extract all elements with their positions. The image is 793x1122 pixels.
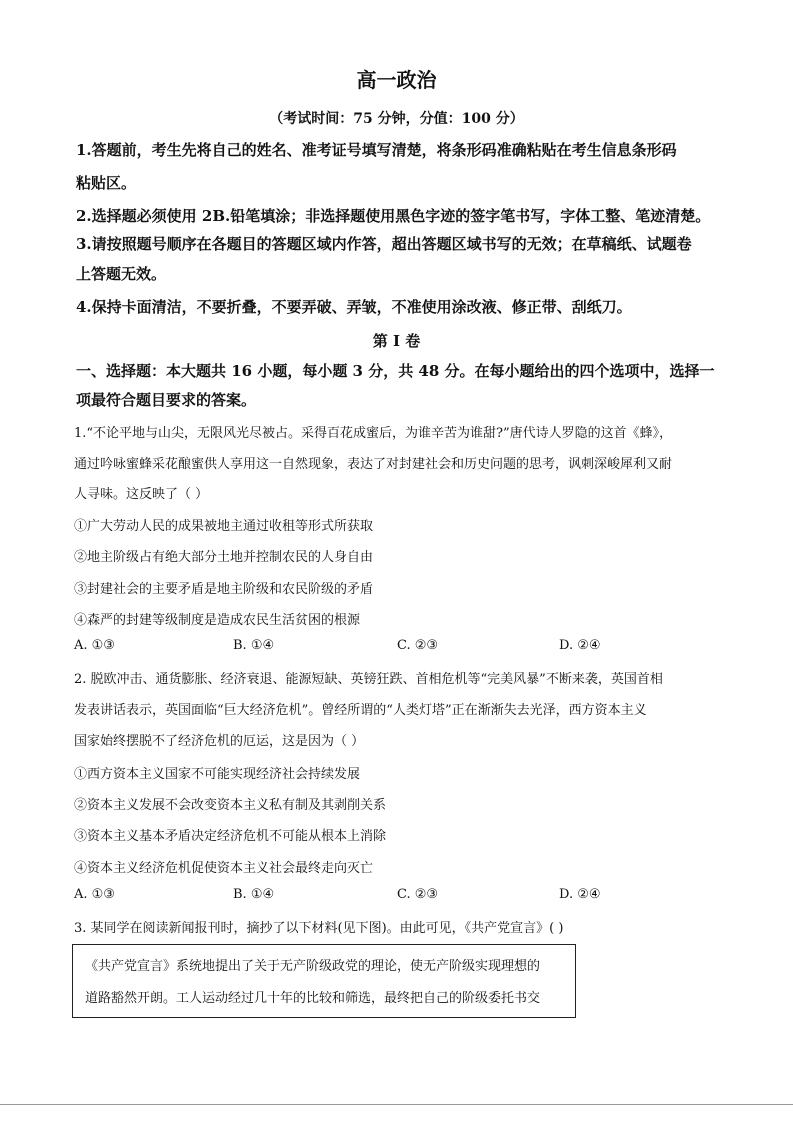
section-title: 第 I 卷 <box>372 332 421 350</box>
question-1-stem: 1.“不论平地与山尖，无限风光尽被占。采得百花成蜜后，为谁辛苦为谁甜?”唐代诗人罗隐的这首《蜂》， <box>74 426 673 441</box>
question-2-option: ④资本主义经济危机促使资本主义社会最终走向灭亡 <box>74 861 374 876</box>
question-1-choice-a: A. ①③ <box>74 638 115 653</box>
question-1-choice-b: B. ①④ <box>233 638 275 653</box>
question-2-option: ①西方资本主义国家不可能实现经济社会持续发展 <box>74 767 361 782</box>
material-quote-line: 《共产党宣言》系统地提出了关于无产阶级政党的理论，使无产阶级实现理想的 <box>85 959 541 974</box>
question-2-option: ②资本主义发展不会改变资本主义私有制及其剥削关系 <box>74 798 387 813</box>
question-1-option: ①广大劳动人民的成果被地主通过收租等形式所获取 <box>74 519 374 534</box>
page-bottom-rule <box>0 1104 793 1105</box>
part-heading: 一、选择题：本大题共 16 小题，每小题 3 分，共 48 分。在每小题给出的四个选项中，选择一 <box>76 362 715 380</box>
question-2-choice-c: C. ②③ <box>397 887 439 902</box>
instruction-line: 3.请按照题号顺序在各题目的答题区域内作答，超出答题区域书写的无效；在草稿纸、试题卷 <box>76 235 692 253</box>
question-1-choice-c: C. ②③ <box>397 638 439 653</box>
page-title: 高一政治 <box>356 68 437 92</box>
instruction-line: 粘贴区。 <box>76 174 137 192</box>
question-2-choice-b: B. ①④ <box>233 887 275 902</box>
instruction-line: 上答题无效。 <box>76 265 167 283</box>
question-1-option: ④森严的封建等级制度是造成农民生活贫困的根源 <box>74 613 361 628</box>
instruction-line: 2.选择题必须使用 2B.铅笔填涂；非选择题使用黑色字迹的签字笔书写，字体工整、笔迹清楚。 <box>76 207 711 225</box>
question-3-stem: 3. 某同学在阅读新闻报刊时，摘抄了以下材料(见下图)。由此可见，《共产党宣言》( ) <box>74 921 564 936</box>
material-quote-line: 道路豁然开朗。工人运动经过几十年的比较和筛选，最终把自己的阶级委托书交 <box>85 991 541 1006</box>
part-heading: 项最符合题目要求的答案。 <box>76 391 257 409</box>
question-2-choice-a: A. ①③ <box>74 887 115 902</box>
instruction-line: 1.答题前，考生先将自己的姓名、准考证号填写清楚，将条形码准确粘贴在考生信息条形码 <box>76 141 677 159</box>
question-1-stem: 通过吟咏蜜蜂采花酿蜜供人享用这一自然现象，表达了对封建社会和历史问题的思考，讽刺深峻犀利又耐 <box>74 457 673 472</box>
exam-info: （考试时间：75 分钟，分值：100 分） <box>269 111 524 127</box>
question-1-option: ②地主阶级占有绝大部分土地并控制农民的人身自由 <box>74 550 374 565</box>
instruction-line: 4.保持卡面清洁，不要折叠，不要弄破、弄皱，不准使用涂改液、修正带、刮纸刀。 <box>76 298 632 316</box>
question-1-option: ③封建社会的主要矛盾是地主阶级和农民阶级的矛盾 <box>74 582 374 597</box>
question-2-option: ③资本主义基本矛盾决定经济危机不可能从根本上消除 <box>74 829 387 844</box>
question-2-stem: 国家始终摆脱不了经济危机的厄运，这是因为（ ） <box>74 734 365 749</box>
question-2-stem: 发表讲话表示，英国面临“巨大经济危机”。曾经所谓的“人类灯塔”正在渐渐失去光泽，西方资本主义 <box>74 703 647 718</box>
question-1-stem: 人寻味。这反映了（ ） <box>74 487 209 502</box>
question-1-choice-d: D. ②④ <box>559 638 601 653</box>
question-2-choice-d: D. ②④ <box>559 887 601 902</box>
material-quote-box <box>72 944 576 1018</box>
question-2-stem: 2. 脱欧冲击、通货膨胀、经济衰退、能源短缺、英镑狂跌、首相危机等“完美风暴”不断来袭，英国首相 <box>74 672 663 687</box>
